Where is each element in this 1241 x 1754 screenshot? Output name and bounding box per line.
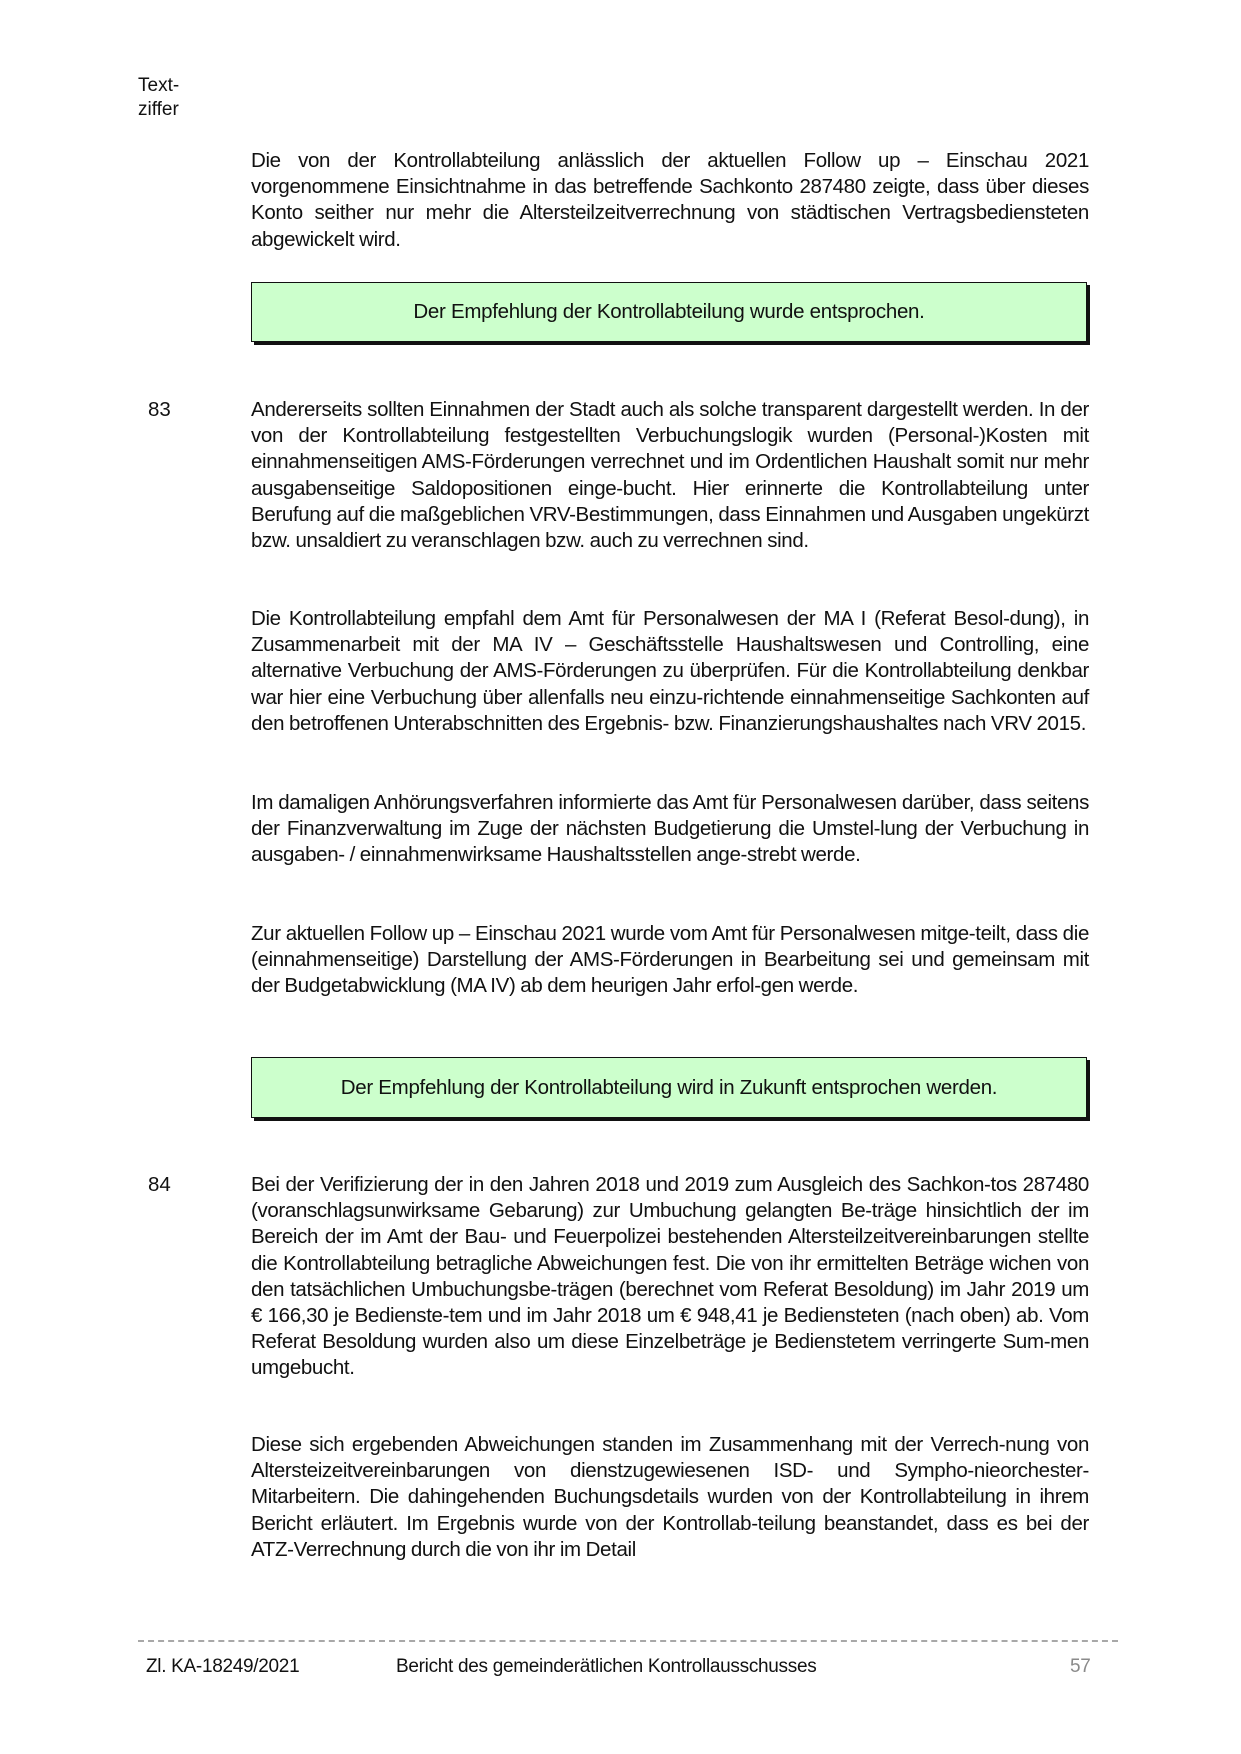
footer-divider (138, 1640, 1118, 1642)
paragraph-83-einnahmen: Andererseits sollten Einnahmen der Stadt auch als solche transparent dargestellt werden. In der von der Kontrollabteilung festgestellten Verbuchungslogik wurden (Personal-)Kosten mit einnahmenseitigen AMS-Förderungen verrechnet und im Ordentlichen Haushalt somit nur mehr ausgabenseitige Saldopositionen einge-bucht. Hier erinnerte die Kontrollabteilung unter Berufung auf die maßgeblichen VRV-Bestimmungen, dass Einnahmen und Ausgaben ungekürzt bzw. unsaldiert zu veranschlagen bzw. auch zu verrechnen sind. (251, 398, 1089, 553)
footer-title: Bericht des gemeinderätlichen Kontrollausschusses (396, 1656, 817, 1677)
section-number-84: 84 (148, 1173, 171, 1196)
paragraph-followup-sachkonto: Die von der Kontrollabteilung anlässlich der aktuellen Follow up – Einschau 2021 vorgenommene Einsichtnahme in das betreffende Sachkonto 287480 zeigte, dass über dieses Konto seither nur mehr die Altersteilzeitverrechnung von städtischen Vertragsbediensteten abgewickelt wird. (251, 149, 1089, 251)
result-box-text: Der Empfehlung der Kontrollabteilung wird in Zukunft entsprochen werden. (340, 1075, 998, 1099)
section-number-83: 83 (148, 398, 171, 421)
footer-reference: Zl. KA-18249/2021 (146, 1656, 300, 1677)
paragraph-83-followup: Zur aktuellen Follow up – Einschau 2021 wurde vom Amt für Personalwesen mitge-teilt, dass die (einnahmenseitige) Darstellung der AMS-Förderungen in Bearbeitung sei und gemeinsam mit der Budgetabwicklung (MA IV) ab dem heurigen Jahr erfol-gen werde. (251, 922, 1089, 998)
margin-label-line1: Text- (138, 75, 180, 96)
paragraph-84-verifizierung: Bei der Verifizierung der in den Jahren 2018 und 2019 zum Ausgleich des Sachkon-tos 287480 (voranschlagsunwirksame Gebarung) zur Umbuchung gelangten Be-träge hinsichtlich der im Bereich der im Amt der Bau- und Feuerpolizei bestehenden Altersteilzeitvereinbarungen stellte die Kontrollabteilung betragliche Abweichungen fest. Die von ihr ermittelten Beträge wichen von den tatsächlichen Umbuchungsbe-trägen (berechnet vom Referat Besoldung) im Jahr 2019 um € 166,30 je Bedienste-tem und im Jahr 2018 um € 948,41 je Bediensteten (nach oben) ab. Vom Referat Besoldung wurden also um diese Einzelbeträge je Bedienstetem verringerte Sum-men umgebucht. (251, 1173, 1089, 1380)
footer-page-number: 57 (1070, 1656, 1091, 1677)
paragraph-84-abweichungen: Diese sich ergebenden Abweichungen standen im Zusammenhang mit der Verrech-nung von Altersteizeitvereinbarungen von dienstzugewiesenen ISD- und Sympho-nieorchester-Mitarbeitern. Die dahingehenden Buchungsdetails wurden von der Kontrollabteilung in ihrem Bericht erläutert. Im Ergebnis wurde von der Kontrollab-teilung beanstandet, dass es bei der ATZ-Verrechnung durch die von ihr im Detail (251, 1433, 1089, 1561)
margin-label-textziffer (138, 74, 179, 122)
paragraph-83-empfehlung: Die Kontrollabteilung empfahl dem Amt für Personalwesen der MA I (Referat Besol-dung), in Zusammenarbeit mit der MA IV – Geschäftsstelle Haushaltswesen und Controlling, eine alternative Verbuchung der AMS-Förderungen zu überprüfen. Für die Kontrollabteilung denkbar war hier eine Verbuchung über allenfalls neu einzu-richtende einnahmenseitige Sachkonten auf den betroffenen Unterabschnitten des Ergebnis- bzw. Finanzierungshaushaltes nach VRV 2015. (251, 607, 1089, 735)
result-box-text: Der Empfehlung der Kontrollabteilung wurde entsprochen. (413, 300, 925, 323)
result-box-future (251, 1057, 1087, 1118)
result-box-implemented (251, 282, 1087, 342)
margin-label-line2: ziffer (138, 99, 179, 120)
paragraph-83-anhoerung: Im damaligen Anhörungsverfahren informierte das Amt für Personalwesen darüber, dass seitens der Finanzverwaltung im Zuge der nächsten Budgetierung die Umstel-lung der Verbuchung in ausgaben- / einnahmenwirksame Haushaltsstellen ange-strebt werde. (251, 791, 1089, 867)
